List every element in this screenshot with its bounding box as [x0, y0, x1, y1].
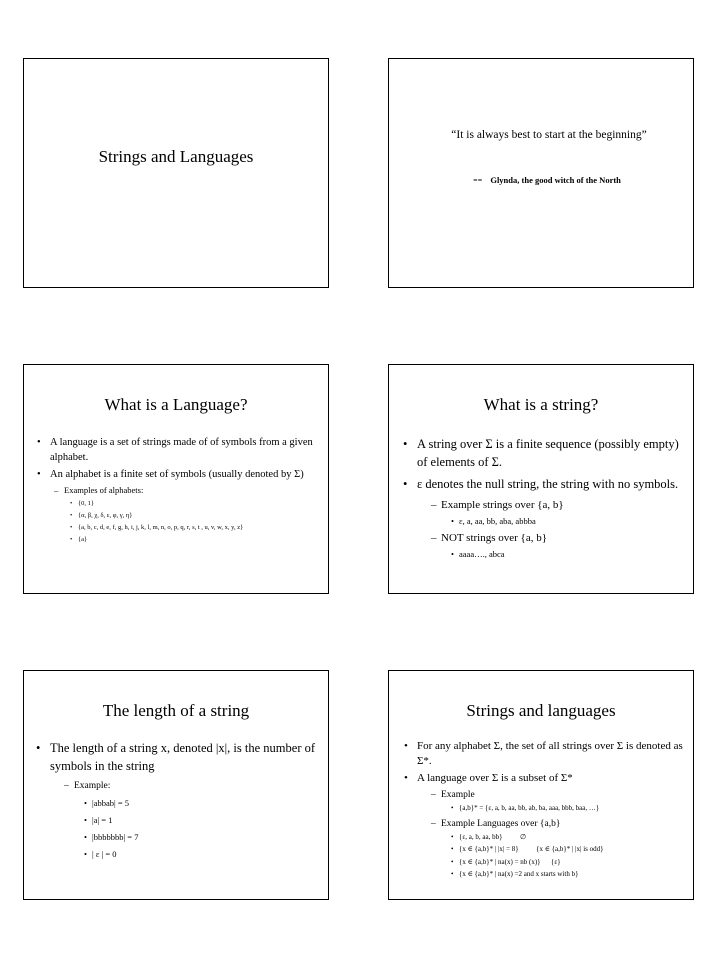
- length-example: • |bbbbbbb| = 7: [34, 829, 318, 845]
- bullet: • For any alphabet Σ, the set of all strings over Σ is denoted as Σ*.: [401, 739, 683, 769]
- slide-body: [34, 739, 318, 862]
- sub-bullet: – Examples of alphabets:: [34, 484, 318, 497]
- slide-title: What is a string?: [483, 395, 599, 414]
- bullet: • A string over Σ is a finite sequence (possibly empty) of elements of Σ.: [401, 435, 683, 471]
- alphabet-example: • {0, 1}: [34, 498, 318, 509]
- slide-title: Strings and Languages: [98, 147, 254, 166]
- sub-bullet: – Example strings over {a, b}: [401, 497, 683, 513]
- slide-strings-and-languages: [23, 58, 329, 288]
- slide-what-is-a-string: [388, 364, 694, 594]
- bullet: • ε denotes the null string, the string with no symbols.: [401, 475, 683, 493]
- length-example: • |a| = 1: [34, 812, 318, 828]
- slide-what-is-a-language: [23, 364, 329, 594]
- bullet: • The length of a string x, denoted |x|, is the number of symbols in the string: [34, 739, 318, 775]
- quote-text: “It is always best to start at the beginning”: [451, 129, 647, 141]
- alphabet-example: • {a, b, c, d, e, f, g, h, i, j, k, l, m, n, o, p, q, r, s, t , u, v, w, x, y, z}: [34, 522, 318, 533]
- sub-bullet: – NOT strings over {a, b}: [401, 530, 683, 546]
- bullet: • A language is a set of strings made of of symbols from a given alphabet.: [34, 435, 318, 465]
- slide-length-of-a-string: [23, 670, 329, 900]
- attribution-dash: --: [473, 172, 483, 187]
- example-item: • ε, a, aa, bb, aba, abbba: [401, 514, 683, 528]
- length-example: • | ε | = 0: [34, 846, 318, 862]
- sub-bullet: – Example:: [34, 779, 318, 794]
- example-item: • aaaa…., abca: [401, 547, 683, 561]
- slide-title: Strings and languages: [466, 701, 616, 720]
- attribution-name: Glynda, the good witch of the North: [490, 175, 621, 185]
- slide-title: What is a Language?: [104, 395, 248, 414]
- example-item: • {a,b}* = {ε, a, b, aa, bb, ab, ba, aaa, bbb, baa, …}: [401, 803, 683, 815]
- bullet: • An alphabet is a finite set of symbols (usually denoted by Σ): [34, 467, 318, 482]
- alphabet-example: • {a}: [34, 534, 318, 545]
- bullet: • A language over Σ is a subset of Σ*: [401, 771, 683, 786]
- quote-attribution: [473, 170, 621, 188]
- sub-bullet: – Example Languages over {a,b}: [401, 817, 683, 831]
- language-example: • {x ∈ {a,b}* | na(x) =2 and x starts with b}: [401, 869, 683, 881]
- language-example: • {x ∈ {a,b}* | na(x) = nb (x)} {ε}: [401, 857, 683, 869]
- alphabet-example: • {α, β, χ, δ, ε, φ, γ, η}: [34, 510, 318, 521]
- slide-title: The length of a string: [102, 701, 250, 720]
- language-example: • {x ∈ {a,b}* | |x| = 8} {x ∈ {a,b}* | |x| is odd}: [401, 844, 683, 856]
- slide-body: [401, 435, 683, 561]
- slide-body: [401, 739, 683, 881]
- language-example: • {ε, a, b, aa, bb} ∅: [401, 832, 683, 844]
- slide-strings-and-languages-2: [388, 670, 694, 900]
- length-example: • |abbab| = 5: [34, 795, 318, 811]
- slide-body: [34, 435, 318, 545]
- slide-quote: [388, 58, 694, 288]
- sub-bullet: – Example: [401, 788, 683, 802]
